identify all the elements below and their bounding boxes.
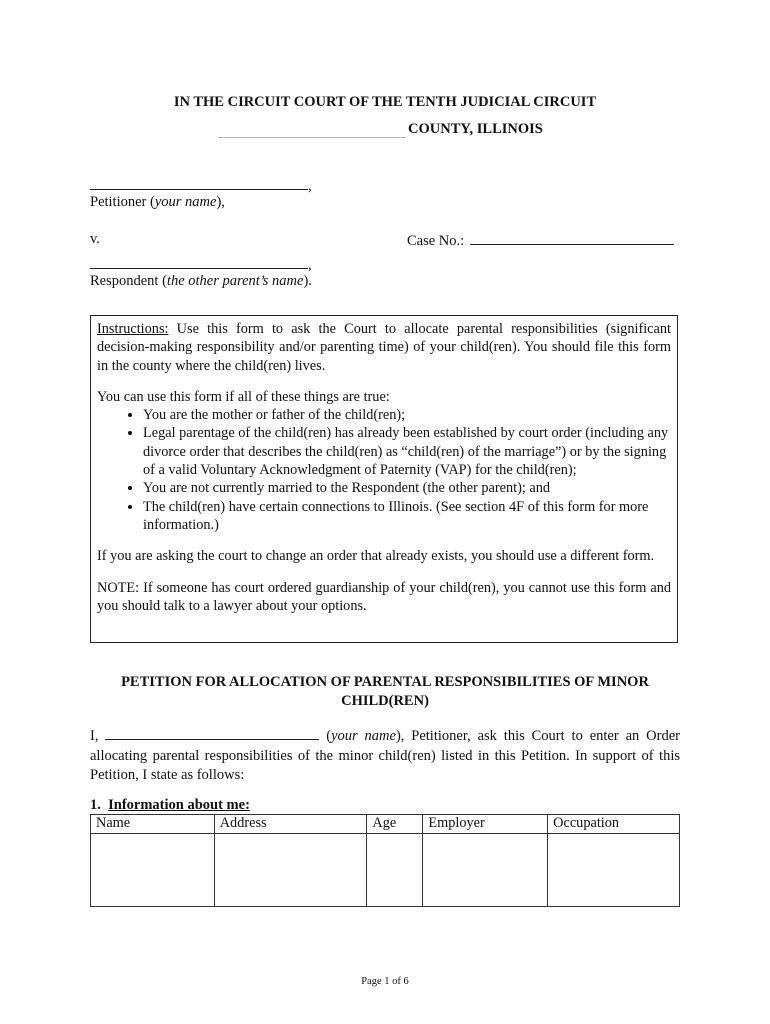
list-item: • You are the mother or father of the child(ren); xyxy=(143,406,671,424)
instructions-list-intro: You can use this form if all of these things are true: xyxy=(97,388,390,405)
column-header-address: Address xyxy=(214,815,367,834)
case-number xyxy=(407,231,674,250)
petitioner-name-field[interactable]: , xyxy=(90,176,312,195)
petitioner-name-blank[interactable] xyxy=(105,726,319,740)
petition-title: PETITION FOR ALLOCATION OF PARENTAL RESPONSIBILITIES OF MINOR CHILD(REN) xyxy=(121,674,649,709)
county-name-field[interactable] xyxy=(218,123,406,138)
petition-intro: I, (your name), Petitioner, ask this Court to enter an Order allocating parental responsibilities of the minor child(ren) listed in this Petition. In support of this Petition, I state as follows: xyxy=(90,728,680,783)
table-row xyxy=(91,834,680,907)
list-item: • Legal parentage of the child(ren) has already been established by court order (including any divorce order that describes the child(ren) as “child(ren) of the marriage”) or by the signing of a valid Voluntary Acknowledgment of Paternity (VAP) for the child(ren); xyxy=(143,424,671,479)
guardianship-note: NOTE: If someone has court ordered guardianship of your child(ren), you cannot use this form and you should talk to a lawyer about your options. xyxy=(97,579,671,614)
petitioner-label: Petitioner (your name), xyxy=(90,194,225,210)
respondent-name-field[interactable]: , xyxy=(90,255,312,274)
change-order-note: If you are asking the court to change an order that already exists, you should use a different form. xyxy=(97,548,655,565)
column-header-occupation: Occupation xyxy=(548,815,680,834)
eligibility-list xyxy=(97,406,671,534)
page-number: Page 1 of 6 xyxy=(361,976,409,987)
section-1-heading: 1. Information about me: xyxy=(90,797,250,813)
county-label: COUNTY, ILLINOIS xyxy=(408,121,543,137)
age-cell[interactable] xyxy=(367,834,423,907)
column-header-age: Age xyxy=(367,815,423,834)
case-no-label: Case No.: xyxy=(407,233,465,249)
court-title: IN THE CIRCUIT COURT OF THE TENTH JUDICIAL CIRCUIT xyxy=(173,94,597,110)
info-table xyxy=(90,814,680,907)
occupation-cell[interactable] xyxy=(548,834,680,907)
instructions-intro: Instructions: Use this form to ask the Court to allocate parental responsibilities (significant decision-making responsibility and/or parenting time) of your child(ren). You should file this form in the county where the child(ren) lives. xyxy=(97,321,671,374)
name-cell[interactable] xyxy=(91,834,215,907)
respondent-label: Respondent (the other parent’s name). xyxy=(90,273,312,289)
case-no-field[interactable] xyxy=(470,231,674,245)
column-header-employer: Employer xyxy=(423,815,548,834)
county-line xyxy=(218,121,543,138)
column-header-name: Name xyxy=(91,815,215,834)
versus-label: v. xyxy=(90,231,100,247)
table-header-row xyxy=(91,815,680,834)
address-cell[interactable] xyxy=(214,834,367,907)
list-item: • You are not currently married to the Respondent (the other parent); and xyxy=(143,479,671,497)
employer-cell[interactable] xyxy=(423,834,548,907)
list-item: • The child(ren) have certain connections to Illinois. (See section 4F of this form for more information.) xyxy=(143,498,671,535)
instructions-box xyxy=(90,315,678,643)
